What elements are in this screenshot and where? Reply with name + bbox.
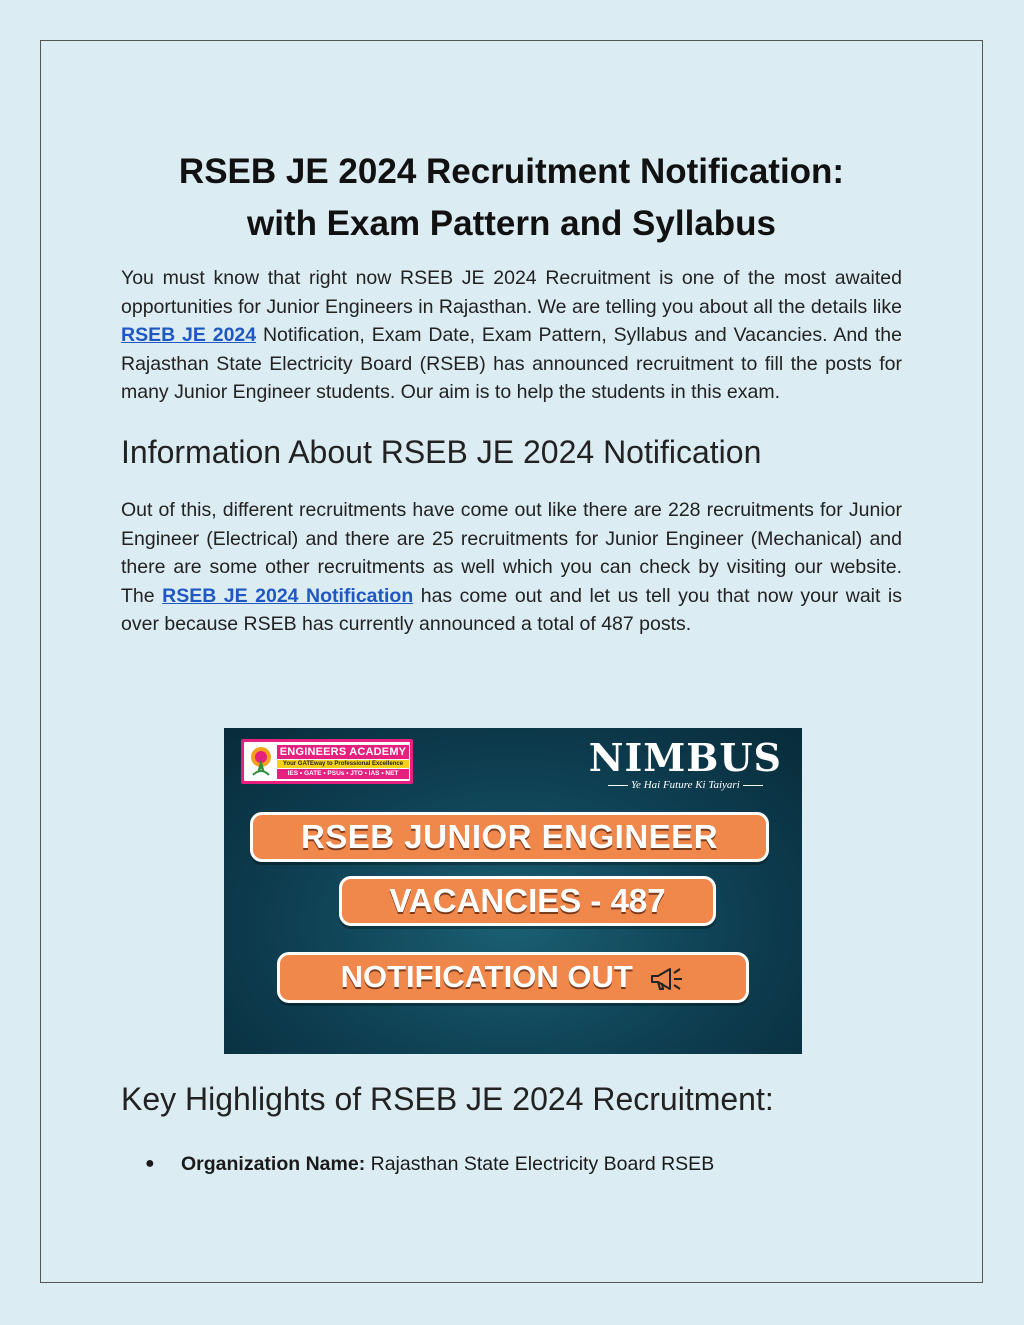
rseb-je-2024-link[interactable]: RSEB JE 2024 [121, 324, 257, 347]
banner-notification-text: NOTIFICATION OUT [340, 959, 633, 994]
information-text-1: Out of this, different recruitments have come out like there are 228 recruitments for Junior Engineer (Electrical) and there are 25 recruitments for Junior Engineer (Mechanical) and there are some other recruitments as well which you can check by visiting our website. The [121, 498, 902, 607]
banner-headline: RSEB JUNIOR ENGINEER [250, 812, 769, 862]
document-body [121, 146, 902, 639]
megaphone-icon [649, 966, 685, 992]
banner-vacancies: VACANCIES - 487 [339, 876, 716, 926]
academy-emblem-icon [247, 745, 275, 778]
academy-tagline: Your GATEway to Professional Excellence [277, 760, 409, 768]
document-title [121, 146, 902, 250]
title-line-1: RSEB JE 2024 Recruitment Notification: [178, 152, 845, 191]
intro-paragraph [121, 264, 902, 407]
banner-notification [277, 952, 749, 1003]
section-heading-highlights: Key Highlights of RSEB JE 2024 Recruitment: [121, 1081, 774, 1117]
academy-exams: IES • GATE • PSUs • JTO • IAS • NET [277, 769, 409, 779]
academy-name: ENGINEERS ACADEMY [277, 745, 409, 759]
intro-text-2: Notification, Exam Date, Exam Pattern, Syllabus and Vacancies. And the Rajasthan State Electricity Board (RSEB) has announced recruitment to fill the posts for many Junior Engineer students. Our aim is to help the students in this exam. [121, 324, 902, 404]
information-text-2: has come out and let us tell you that now your wait is over because RSEB has currently announced a total of 487 posts. [121, 584, 902, 636]
list-item [121, 1150, 902, 1178]
title-line-2: with Exam Pattern and Syllabus [246, 204, 777, 243]
rseb-je-2024-notification-link[interactable]: RSEB JE 2024 Notification [162, 584, 414, 607]
promo-banner-image [224, 728, 802, 1054]
section-heading-information: Information About RSEB JE 2024 Notification [121, 433, 762, 470]
nimbus-brand: NIMBUS [588, 735, 782, 780]
nimbus-logo [588, 735, 782, 791]
information-paragraph [121, 496, 902, 639]
highlights-list [121, 1150, 902, 1178]
highlight-label: Organization Name: [181, 1153, 366, 1175]
highlight-value: Rajasthan State Electricity Board RSEB [365, 1153, 715, 1175]
bullet-icon: ● [145, 1155, 155, 1172]
engineers-academy-logo [241, 739, 413, 784]
intro-text-1: You must know that right now RSEB JE 2024 Recruitment is one of the most awaited opportunities for Junior Engineers in Rajasthan. We are telling you about all the details like [121, 267, 902, 318]
nimbus-tagline: Ye Hai Future Ki Taiyari [589, 779, 782, 791]
